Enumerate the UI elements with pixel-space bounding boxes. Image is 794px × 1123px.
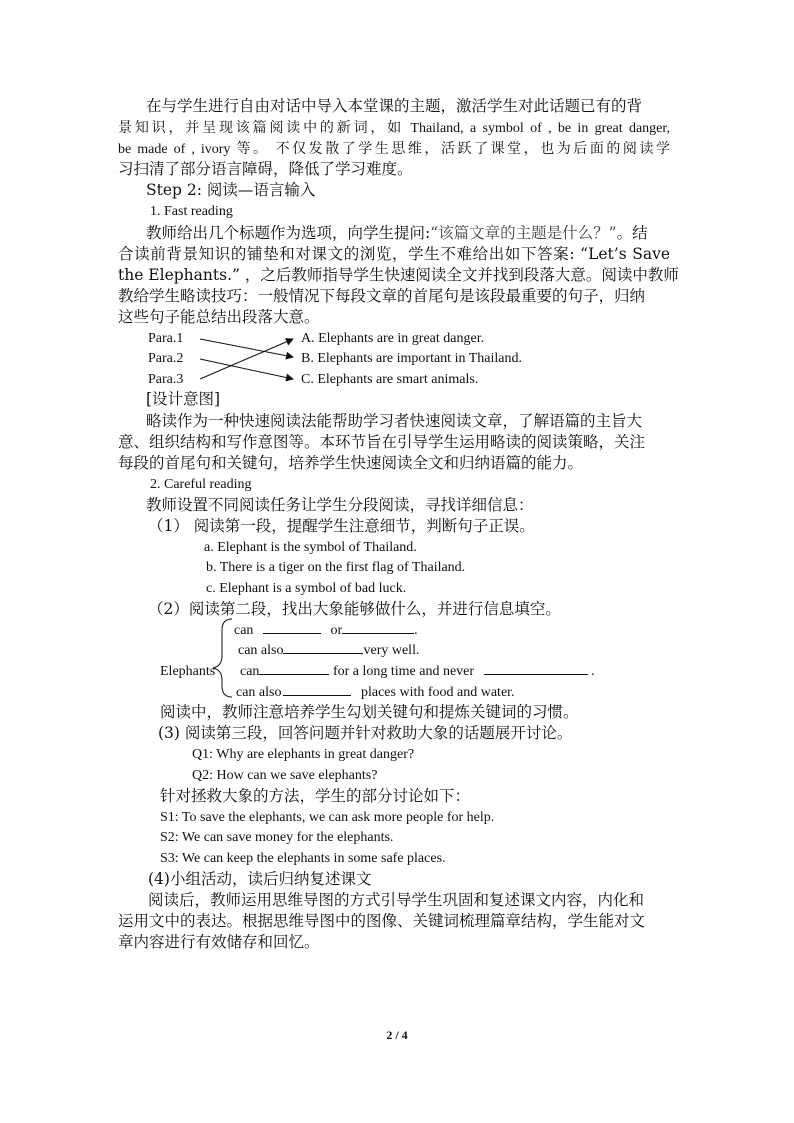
fill-row-1: can or . <box>234 620 418 641</box>
task-1: （1） 阅读第一段，提醒学生注意细节，判断句子正误。 <box>148 517 535 535</box>
fill-blank-1[interactable] <box>263 620 321 634</box>
careful-intro: 教师设置不同阅读任务让学生分段阅读，寻找详细信息： <box>146 496 534 514</box>
fill-row-1-can: can <box>234 623 254 638</box>
task-1-item-a: a. Elephant is the symbol of Thailand. <box>204 540 417 555</box>
end-line-2: 运用文中的表达。根据思维导图中的图像、关键词梳理篇章结构，学生能对文 <box>118 912 646 930</box>
fill-row-3 <box>240 661 595 682</box>
fill-row-2-text: very well. <box>363 643 420 658</box>
arrow-para3-to-a <box>200 339 293 379</box>
question-2: Q2: How can we save elephants? <box>192 768 378 783</box>
fast-line-1-quote: “该篇文章的主题是什么？” <box>430 224 617 242</box>
fast-line-1-a: 教师给出几个标题作为选项，向学生提问: <box>146 224 431 242</box>
fill-row-1-or: or <box>330 623 343 638</box>
intro-line-4: 习扫清了部分语言障碍，降低了学习难度。 <box>118 160 413 178</box>
elephants-brace <box>213 619 232 697</box>
fast-line-3: the Elephants.” ，之后教师指导学生快速阅读全文并找到段落大意。阅读中教师 <box>118 266 679 284</box>
fill-row-3-can: can <box>240 664 260 679</box>
student-answer-1: S1: To save the elephants, we can ask more people for help. <box>160 810 495 825</box>
task-3: (3) 阅读第三段，回答问题并针对救助大象的话题展开讨论。 <box>158 724 573 742</box>
task-4: (4)小组活动，读后归纳复述课文 <box>148 870 372 888</box>
note-line: 阅读中，教师注意培养学生勾划关键句和提炼关键词的习惯。 <box>160 703 579 721</box>
fill-row-2-can-also: can also <box>238 643 284 658</box>
design-line-3: 每段的首尾句和关键句，培养学生快速阅读全文和归纳语篇的能力。 <box>118 454 584 472</box>
option-b: B. Elephants are important in Thailand. <box>301 351 522 366</box>
intro-line-2: 景知识，并呈现该篇阅读中的新词，如 Thailand, a symbol of , be in great danger, <box>118 121 670 136</box>
fill-row-3-text: for a long time and never <box>332 664 475 679</box>
task-1-item-c: c. Elephant is a symbol of bad luck. <box>206 581 407 596</box>
fill-row-4-can-also: can also <box>236 685 282 700</box>
fast-reading-heading: 1. Fast reading <box>150 204 233 219</box>
careful-reading-heading: 2. Careful reading <box>150 477 252 492</box>
arrow-para1-to-b <box>200 339 293 357</box>
question-1: Q1: Why are elephants in great danger? <box>192 747 415 762</box>
fill-row-4 <box>236 682 515 703</box>
task-1-item-b: b. There is a tiger on the first flag of Thailand. <box>206 560 466 575</box>
fill-row-2 <box>238 640 419 661</box>
page-number: 2 / 4 <box>386 1028 408 1042</box>
fill-blank-2[interactable] <box>342 620 414 634</box>
fast-line-4: 教给学生略读技巧：一般情况下每段文章的首尾句是该段最重要的句子，归纳 <box>118 287 646 305</box>
para-1: Para.1 <box>148 331 184 346</box>
fill-row-3-period: . <box>591 664 595 679</box>
design-line-1: 略读作为一种快速阅读法能帮助学习者快速阅读文章，了解语篇的主旨大 <box>146 412 643 430</box>
fill-blank-6[interactable] <box>283 682 351 696</box>
fill-blank-3[interactable] <box>283 640 363 654</box>
arrow-para2-to-c <box>200 359 293 379</box>
student-answer-2: S2: We can save money for the elephants. <box>160 830 394 845</box>
elephants-label: Elephants <box>160 664 216 679</box>
design-label: [设计意图] <box>146 390 221 408</box>
fill-blank-5[interactable] <box>484 661 588 675</box>
step2-heading: Step 2: 阅读—语言输入 <box>146 181 316 199</box>
fast-line-2: 合读前背景知识的铺垫和对课文的浏览，学生不难给出如下答案: “Let’s Save <box>118 245 670 263</box>
para-2: Para.2 <box>148 351 184 366</box>
end-line-1: 阅读后，教师运用思维导图的方式引导学生巩固和复述课文内容，内化和 <box>148 891 645 909</box>
task-2: （2）阅读第二段，找出大象能够做什么，并进行信息填空。 <box>148 600 561 618</box>
end-line-3: 章内容进行有效储存和回忆。 <box>118 933 320 951</box>
option-a: A. Elephants are in great danger. <box>301 331 485 346</box>
option-c: C. Elephants are smart animals. <box>301 372 479 387</box>
fill-row-4-text: places with food and water. <box>360 685 515 700</box>
intro-line-3: be made of , ivory 等。 不仅发散了学生思维，活跃了课堂，也为后面的阅读学 <box>118 142 670 157</box>
discussion-intro: 针对拯救大象的方法，学生的部分讨论如下： <box>160 787 471 805</box>
design-line-2: 意、组织结构和写作意图等。本环节旨在引导学生运用略读的阅读策略，关注 <box>118 433 646 451</box>
fast-line-1-c: 。结 <box>616 224 648 242</box>
para-3: Para.3 <box>148 372 184 387</box>
student-answer-3: S3: We can keep the elephants in some safe places. <box>160 851 446 866</box>
intro-line-1: 在与学生进行自由对话中导入本堂课的主题，激活学生对此话题已有的背 <box>146 97 643 115</box>
fill-blank-4[interactable] <box>259 661 329 675</box>
fast-line-5: 这些句子能总结出段落大意。 <box>118 308 320 326</box>
